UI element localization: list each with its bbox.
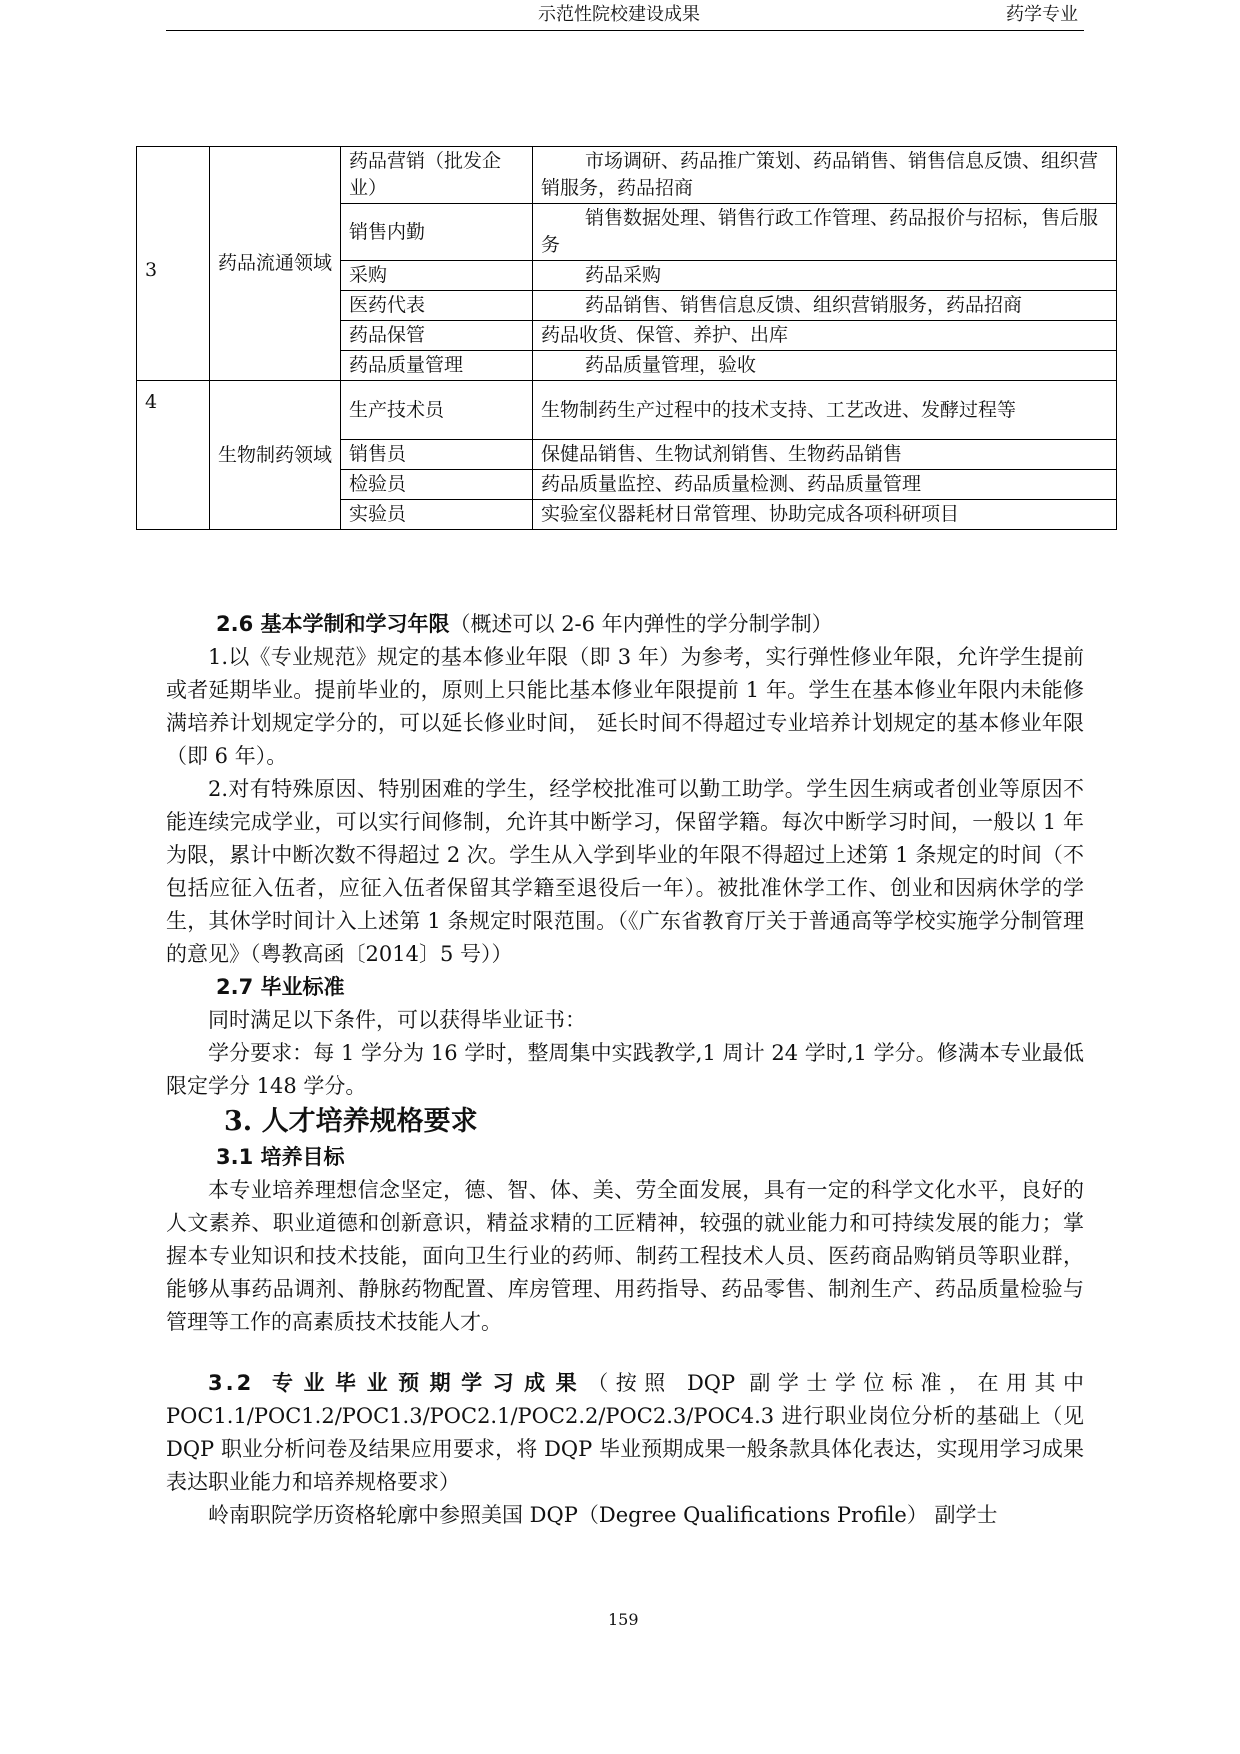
paragraph: 本专业培养理想信念坚定，德、智、体、美、劳全面发展，具有一定的科学文化水平，良好的人文素养、职业道德和创新意识，精益求精的工匠精神，较强的就业能力和可持续发展的能力；掌握本专业知识和技术技能，面向卫生行业的药师、制药工程技术人员、医药商品购销员等职业群，能够从事药品调剂、静脉药物配置、库房管理、用药指导、药品零售、制剂生产、药品质量检验与管理等工作的高素质技术技能人才。: [166, 1178, 1084, 1334]
post-name: 生产技术员: [341, 381, 533, 440]
section-2-7: [166, 971, 1084, 1004]
post-name: 药品营销（批发企业）: [341, 147, 533, 204]
post-name: 实验员: [341, 500, 533, 530]
post-name: 药品保管: [341, 321, 533, 351]
post-description: 药品质量管理，验收: [533, 351, 1117, 381]
paragraph: 同时满足以下条件，可以获得毕业证书：: [208, 1008, 586, 1032]
section-3-heading: 3. 人才培养规格要求: [224, 1106, 478, 1137]
section-note: （概述可以 2-6 年内弹性的学分制学制）: [449, 612, 833, 636]
post-description: 销售数据处理、销售行政工作管理、药品报价与招标，售后服务: [533, 204, 1117, 261]
table-row: [137, 147, 1117, 204]
paragraph: 1.以《专业规范》规定的基本修业年限（即 3 年）为参考，实行弹性修业年限，允许学生提前或者延期毕业。提前毕业的，原则上只能比基本修业年限提前 1 年。学生在基本修业年限内未能修满培养计划规定学分的，可以延长修业时间， 延长时间不得超过专业培养计划规定的基本修业年限（即 6 年）。: [166, 645, 1084, 768]
field-name: 药品流通领域: [210, 147, 341, 381]
section-heading: 3.2 专业毕业预期学习成果: [208, 1371, 588, 1395]
page-header: [166, 0, 1084, 31]
paragraph: 2.对有特殊原因、特别困难的学生，经学校批准可以勤工助学。学生因生病或者创业等原因不能连续完成学业，可以实行间修制，允许其中断学习，保留学籍。每次中断学习时间，一般以 1 年为限，累计中断次数不得超过 2 次。学生从入学到毕业的年限不得超过上述第 1 条规定的时间（不包括应征入伍者，应征入伍者保留其学籍至退役后一年）。被批准休学工作、创业和因病休学的学生，其休学时间计入上述第 1 条规定时限范围。（《广东省教育厅关于普通高等学校实施学分制管理的意见》（粤教高函〔2014〕5 号））: [166, 777, 1084, 966]
post-name: 销售内勤: [341, 204, 533, 261]
section-note: （按照 DQP 副学士学位标准，在用其中 POC1.1/POC1.2/POC1.3/POC2.1/POC2.2/POC2.3/POC4.3 进行职业岗位分析的基础上（见 DQP 职业分析问卷及结果应用要求，将 DQP 毕业预期成果一般条款具体化表达，实现用学习成果表达职业能力和培养规格要求）: [166, 1371, 1084, 1494]
section-3-1: [166, 1141, 1084, 1174]
post-description: 药品销售、销售信息反馈、组织营销服务，药品招商: [533, 291, 1117, 321]
paragraph: 学分要求：每 1 学分为 16 学时，整周集中实践教学,1 周计 24 学时,1 学分。修满本专业最低限定学分 148 学分。: [166, 1041, 1084, 1098]
post-name: 检验员: [341, 470, 533, 500]
paragraph: 岭南职院学历资格轮廓中参照美国 DQP（Degree Qualifications Profile） 副学士: [208, 1503, 998, 1527]
post-description: 保健品销售、生物试剂销售、生物药品销售: [533, 440, 1117, 470]
post-description: 生物制药生产过程中的技术支持、工艺改进、发酵过程等: [533, 381, 1117, 440]
page-number: 159: [608, 1610, 639, 1629]
section-heading: 2.6 基本学制和学习年限: [216, 612, 450, 636]
job-table: [136, 146, 1117, 530]
header-subject: 药学专业: [1006, 4, 1078, 25]
group-number: 4: [137, 381, 210, 530]
post-name: 采购: [341, 261, 533, 291]
group-number: 3: [137, 147, 210, 381]
post-description: 药品质量监控、药品质量检测、药品质量管理: [533, 470, 1117, 500]
post-description: 药品收货、保管、养护、出库: [533, 321, 1117, 351]
section-heading: 2.7 毕业标准: [216, 975, 345, 999]
spacer: [166, 1339, 1084, 1367]
header-title: 示范性院校建设成果: [538, 4, 700, 25]
post-description: 市场调研、药品推广策划、药品销售、销售信息反馈、组织营销服务，药品招商: [533, 147, 1117, 204]
post-name: 医药代表: [341, 291, 533, 321]
post-description: 药品采购: [533, 261, 1117, 291]
post-description: 实验室仪器耗材日常管理、协助完成各项科研项目: [533, 500, 1117, 530]
post-name: 药品质量管理: [341, 351, 533, 381]
table-row: [137, 381, 1117, 440]
section-heading: 3.1 培养目标: [216, 1145, 345, 1169]
post-name: 销售员: [341, 440, 533, 470]
section-3-2: [166, 1367, 1084, 1499]
section-2-6: [166, 608, 1084, 641]
body-text: [166, 608, 1084, 1532]
field-name: 生物制药领域: [210, 381, 341, 530]
